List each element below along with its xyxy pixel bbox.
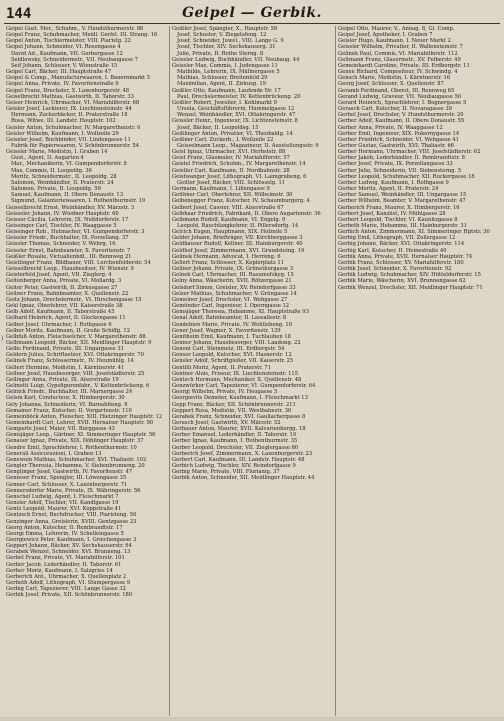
directory-entry: Genner Johann, Hausbesorger, VIII. Laudong. 22 [172,339,301,346]
directory-entry: Gepp Franz, Bäcker, XII. Schönbrunnerstr. 211 [172,401,296,408]
directory-entry: Geramb Ferdinand, Oberst, III. Rennweg 65 [338,87,455,94]
directory-entry: Gentsch Hermann, Mechaniker, X. Quellenstr. 48 [172,376,302,383]
directory-entry: Genée Richard, Compositeur, IV. Schwindg. 4 [338,69,458,76]
directory-entry: Geipel Gust. Mor., Schuhm., V. Hundsthurmerstr. 86 [6,26,144,32]
directory-entry: Gerber Josef, Private, IX. Porzellangasse 33 [338,161,453,168]
directory-entry: Gelsdorf Simon, Greisler, XV. Reindorfgasse 33 [172,284,296,291]
directory-entry: Geissler Marie, Modistin, I. Graben 14 [6,149,108,156]
directory-entry: Gerbert Josef, Kanzlist, IV. Mühlgasse 28 [338,210,446,217]
directory-entry: Julie, Private, II. Rothe Sterng. 8 [177,50,264,57]
directory-entry: Gerbik Anna, Private, XVII. Hernalser Hauptstr. 74 [338,253,473,260]
directory-entry: Gerbeth Marie, Hebamme, III. Hainburgerstr. 31 [338,223,467,229]
directory-entry: Genser Leopold, Kutscher, XVI. Hasnerstr. 12 [172,352,292,359]
directory-entry: Geißlinger Anton, Privatier, VI. Theobaldg. 14 [172,130,293,137]
page-bottom-edge [0,717,504,721]
directory-entry: Gerbik Wenzel, Drechsler, XII. Meidlinger Hauptstr. 71 [338,284,483,291]
directory-entry: Mar., Mechanikerin, VI. Gumpendorferstr. 8 [11,161,127,168]
directory-entry: Gerbik Josef, Schneider, X. Favoritenstr. 92 [338,266,452,273]
directory-entry: Gerbig Johann, Bäcker, XVI. Ottakringerstr. 114 [338,241,465,248]
directory-entry: Gerber Friedrich, Schneider, VI. Webgasse 41 [338,136,459,143]
directory-entry: Gelbs Ferdinand, Private, III. Ungargasse 31 [6,346,124,353]
directory-entry: Geissinger Rob., Hutmacher, VI. Gumpendorferstr. 3 [6,229,145,236]
directory-entry: Gerbik Josef, Private, XII. Schönbrunnerstr. 180 [6,592,133,599]
directory-entry: Gemeinböck Anton, Fleischer, XIII. Hietzinger Hauptstr. 12 [6,413,163,420]
directory-entry: Gelbfuß Anton, Fleischselcher, V. Margarethenstr. 88 [6,333,146,340]
directory-entry: Geldhof Josef, Zimmermann, XVI. Grundsteing. 19 [172,247,305,254]
column-left [6,26,166,716]
directory-entry: Gemeinhardt Carl, Lehrer, XVII. Hernalser Hauptstr. 90 [6,420,154,426]
directory-entry: Geisler Wilhelm, Kaufmann, I. Wollzeile 29 [6,130,119,137]
directory-entry: Gentzsch Ernst, Buchdrucker, VIII. Piaristeng. 50 [6,512,137,519]
directory-entry: Fabrik für Papierwaaren, V. Schönbrunnerstr. 54 [11,142,140,149]
directory-entry: Genner Carl, Schlosser, X. Laxenburgerstr. 71 [6,481,128,488]
directory-entry: Gerbik Ludwig, Schuhmacher, XIV. Hütteldorferstr. 15 [338,272,481,279]
directory-entry: Gerasch Carl, Kutscher, II. Novaragasse 39 [338,106,452,113]
directory-entry: Gelber Josef, Uhrmacher, I. Rothgasse 6 [6,321,112,328]
directory-entry: Gengler Theresia, Hebamme, V. Siebenbrunneng. 20 [6,463,145,470]
directory-entry: Geipel Anton, Tischlermeister, VIII. Piaristg. 22 [6,38,131,45]
directory-entry: Gerber Moriz, Kaufmann, I. Salzgries 14 [6,567,113,574]
directory-entry: Gellert Franz, Schlosser, X. Keplerplatz 11 [172,259,285,266]
directory-entry: Genglinger Josef, Gastwirth, IV. Favoritenstr. 47 [6,469,133,476]
directory-entry: Geissler Friedr., Buchhalter, IX. Porzellang. 37 [6,235,129,242]
directory-entry: Gerberich Josef, Zimmermann, X. Laxenburgerstr. 23 [172,450,313,457]
directory-entry: Geisselmann Leop., Magazineur, II. Ausstellungsstr. 9 [177,142,319,149]
directory-entry: Geissler Thomas, Schneider, V. Wehrg. 16 [6,241,116,248]
column-middle [172,26,332,716]
directory-entry: Geisselbrecht Ernst, Weinhändler, XV. Märzstr. 3 [6,204,135,211]
directory-entry: Gerberich Ant., Uhrmacher, X. Quellenplatz 2 [6,573,127,580]
directory-entry: Geissler Ludwig, Buchhändler, VII. Neubaug. 44 [172,56,300,63]
directory-entry: Gemainer Franz, Kutscher, II. Vorgartenstr. 110 [6,407,132,414]
directory-entry: Genzwürker Carl, Tapezierer, VI. Gumpendorferstr. 64 [172,383,316,390]
directory-entry: Gerbig Emil, Lithograph, VII. Zollergasse 12 [338,235,456,242]
directory-entry: Gelder Johann, Briefträger, VII. Kirchberggasse 3 [172,235,303,242]
directory-entry: Geiser Heinrich, Uhrmacher, VI. Mariahilferstr. 68 [6,99,140,106]
directory-entry: Genitheim Emil, Kaufmann, I. Tuchlauben 18 [172,333,291,340]
directory-entry: Geist Franz, Glasmaler, IV. Mariahilferstr. 57 [172,155,290,162]
directory-entry: Geiszler Josef, Buchbinder, VII. Lindengasse 11 [6,136,131,143]
directory-entry: Geppert Johann, Bäcker, XV. Sechshauserstr. 64 [6,543,132,550]
page-header [0,0,504,26]
directory-entry: Geistlinger Franz, Bildhauer, VIII. Lerchenfelderstr. 54 [6,259,151,266]
directory-entry: Geithner Carl, Oberlehrer, XII. Wilhelmstr. 30 [172,192,293,199]
directory-entry: Gellner Johann, Private, IX. Grünethorgasse 3 [172,266,293,273]
directory-entry: Geisselbrecht Leop., Hausbesitzer, IV. Wienstr. 9 [6,266,134,273]
directory-entry: Gendebien Marie, Private, IV. Wohllebeng. 10 [172,321,292,328]
header-rule [4,23,500,24]
running-head: Geipel — Gerbik. [182,5,322,21]
directory-entry: Samuel, Kaufmann, II. Obere Donaustr. 13 [11,192,124,199]
directory-entry: Josef, Tischler, XIV. Sechshauserg. 31 [177,44,276,51]
directory-entry: Gener Josef, Wagner, X. Favoritenstr. 139 [172,327,281,334]
directory-entry: Gelbenegger Franz, Kutscher, IV. Schaumburgerg. 4 [172,198,310,205]
directory-entry: Geistler Carl, Kaufmann, II. Nordbahnstr. 28 [172,167,290,174]
directory-entry: Geipel Josef, Apotheker, I. Graben 7 [338,32,433,39]
directory-entry: Gerasch Josef, Gastwirth, XV. Märzstr. 52 [172,420,281,426]
directory-entry: Geist Ignaz, Uhrmacher, XVI. Herbststr. 88 [172,149,286,156]
directory-entry: Geissler Wilhelm, Privatier, II. Wallensteinstr. 7 [338,44,463,51]
directory-entry: Gerabek Franz, Schneider, XVI. Gaullachergasse 8 [172,413,306,420]
directory-entry: Gerber Julie, Schneiderin, VII. Siebensterng. 5 [338,167,462,174]
directory-entry: Gely Johanna, Schneiderin, VI. Barnabiteng. 8 [6,401,128,408]
directory-columns [4,26,500,716]
directory-entry: Gerbeth Adolf, Lithograph, VI. Stumpergasse 9 [6,580,131,587]
directory-entry: Geitz Johann, Drechslermstr., VI. Hirschengasse 15 [6,296,142,303]
directory-entry: Geppert Rosa, Modistin, VII. Westbahnstr. 30 [172,407,292,414]
directory-entry: Gensch Marie, Modistin, I. Kärntnerstr. 16 [338,75,451,82]
directory-entry: Maximilian, Agent, II. Zirkusg. 19 [177,81,266,88]
directory-entry: Georgi Wilhelm, Private, IV. Heugasse 5 [172,389,278,396]
directory-entry: Sigmund, Galanteriewaaren, I. Rothenthurmstr. 19 [11,198,146,205]
directory-entry: Josef, Schneider, Juwel., VIII. Lange G. 9 [177,38,284,45]
directory-entry: Genoni Carl, Steinmetz, III. Erdbergstr. 54 [172,346,285,353]
directory-entry: Gerber Emanuel, Lederhändler, II. Taborstr. 19 [172,432,297,439]
directory-entry: Gellinger Anna, Private, IX. Alserstraße 19 [6,376,119,383]
directory-entry: Gelzer Mathias, Schuhmacher, V. Grüngasse 14 [172,290,297,297]
directory-entry: Gelmetti Luigi, Gypsfigurenfabr., V. Kettenbrückeng. 6 [6,383,150,390]
directory-entry: Gelbard Heinrich, Agent, II. Glockengasse 11 [6,315,126,322]
directory-entry: Geissler Heinr., Ingenieur, IX. Lichtensteinstr. 8 [172,118,298,125]
directory-entry: Gerber Ignaz, Kaufmann, I. Rothenthurmstr. 35 [172,438,298,445]
directory-entry: Geißner Carl, Zuckerb., I. Wollzeile 22 [172,136,274,143]
directory-entry: Gerber Jacob, Lederhändler, II. Taborstr. 61 [6,561,122,568]
directory-entry: Genauer Ignaz, Private, XIX. Döblinger Hauptstr. 37 [6,438,144,445]
directory-entry: Geipel Anna, Private, IV. Favoritenstraße 9 [6,81,119,88]
directory-entry: Gerber Hermann, Uhrmacher, VIII. Josefstädterstr. 62 [338,149,481,156]
directory-entry: Geisterfeld Josef, Agent, VII. Zieglerg. 4 [6,272,112,279]
directory-entry: Gelnek Carl, Uhrmacher, III. Rasumofskyg. 15 [172,272,294,279]
directory-entry: Geitenberger Anna, Private, VI. Mollardg. 3 [6,278,122,285]
directory-entry: Geissinger Carl, Tischler, IV. Waaggasse 5 [6,223,117,229]
directory-entry: Wenzel, Weinhändler, XVI. Ottakringerstr. 47 [177,112,296,119]
directory-entry: Gerbig Karl, Kutscher, II. Heinestraße 40 [338,247,447,254]
directory-entry: Georgievits Demeter, Kaufmann, I. Fleischmarkt 13 [172,395,308,402]
directory-entry: Gerber Samuel, Weinhändler, III. Ungargasse 15 [338,192,467,199]
directory-entry: Rosa, Witwe, III. Landstr. Hauptstr. 102 [11,118,116,125]
directory-entry: Gerbich Ludwig, Tischler, XIV. Reindorfgasse 9 [172,463,296,470]
directory-entry: Gerand Ludwig, Graveur, VII. Neubaugasse 56 [338,93,462,100]
directory-entry: Geipel Otto, Maurer, V., Annag. 8, Gl. Comp. [338,26,455,32]
directory-entry: Geiter Peter, Gastwirth, II. Zirkusgasse 27 [6,284,118,291]
directory-entry: Gerber Moritz, Agent, II. Praterstr. 24 [338,186,439,193]
directory-entry: Georgi Emma, Lehrerin, IV. Schelleingasse 5 [6,530,124,537]
directory-entry: David Ad., Kaufmann, VII. Gerbergasse 12 [11,50,123,57]
directory-entry: Gerbert Carl, Kaufmann, III. Landstr. Hauptstr. 48 [172,456,305,463]
directory-entry: Gerbauer Anton, Maurer, XVII. Kalvarienbergg. 18 [172,426,306,433]
directory-entry: Geisseler Johann, IV. Wiedner Hauptstr. 60 [6,210,119,217]
directory-entry: Gemünder Carl, Ingenieur, I. Operngasse 12 [172,303,290,310]
directory-entry: Salomon, Private, II. Leopoldg. 59 [11,186,101,193]
directory-entry: Josef, Schuster, V. Ziegelofeng. 12 [177,32,267,39]
directory-entry: Gensler Adolf, Tischler, VII. Kandlgasse 19 [6,500,119,507]
directory-entry: Geistel Friedrich, Schuhm., IV. Margarethenstr. 14 [172,161,306,168]
directory-entry: Geißler Otto, Kaufmann, Laufende Nr. 17 [172,87,281,94]
directory-entry: Gemsjäger Leop., Gärtner, XI. Simmeringer Hauptstr. 56 [6,432,156,439]
directory-entry: Gelber Moritz, Kaufmann, II. Große Schiffg. 12 [6,327,130,334]
directory-entry: Gentz Leopold, Maurer, XVI. Koppstraße 41 [6,506,122,513]
directory-entry: Geisser Cäcilia, Lehrerin, IX. Nußdorferstr. 17 [6,216,129,223]
directory-entry: Gerber Gustav, Gastwirth, XVI. Thaliastr. 66 [338,142,455,149]
directory-entry: Gemeiner Josef, Drechsler, VI. Webgasse 27 [172,296,288,303]
directory-entry: Geitler Josef, Bäcker, VIII. Schlösselg. 11 [177,179,286,186]
directory-entry: Gelnick Friedr., Buchhalter, III. Marxergasse 24 [6,389,133,396]
directory-entry: Paul, Drechslermeister, IV. Kettenbrückeng. 20 [177,93,301,100]
directory-entry: Geipel Franz, Drechsler, X. Laxenburgerstr. 48 [6,87,130,94]
directory-entry: Genieser Franz, Spengler, III. Löwengasse 35 [6,475,127,482]
directory-entry: Salomon, Weinhändler, II. Praterstr. 24 [11,179,114,186]
directory-entry: Gerbik Franz, Schlosser, XV. Mariahilferstr. 180 [338,259,464,266]
directory-entry: Geipel & Comp., Manufacturwaaren, I. Bauernmarkt 5 [6,75,150,82]
directory-entry: Geldern Julius, Schriftsetzer, XVI. Ottakringerstr. 70 [6,352,144,359]
directory-entry: Gemsjäger Theresia, Hebamme, XI. Hauptstraße 93 [172,309,309,316]
directory-entry: Geisler Josef, Lackierer, IX. Liechtensteinstr. 44 [6,106,132,113]
directory-entry: Gelsin Karl, Conducteur, X. Himbergerstr. 30 [6,395,125,402]
column-divider [169,26,170,716]
directory-entry: Gerbert Leopold, Tischler, VI. Kaunitzgasse 8 [338,216,458,223]
directory-entry: Gerber Wilhelm, Beamter, V. Margarethenstr. 47 [338,198,466,205]
directory-entry: Genewein Mathias, Schuhmacher, XVI. Thaliastr. 102 [6,456,147,463]
directory-entry: Gekl Ignaz, Oberlehrer, VII. Kaiserstraße 38 [6,303,123,310]
directory-entry: Seidlowsky, Schneidermstr., VII. Neubaugasse 7 [11,56,139,63]
directory-entry: Geldhauser Rudolf, Kellner, III. Hainburgerstr. 40 [172,241,303,248]
directory-entry: Genzinger Anna, Greislerin, XVIII. Gentzgasse 23 [6,518,137,525]
directory-entry: Mathilde, Lehrerin, IX. Müllnergasse 5 [177,69,280,76]
directory-entry: Georg Anton, Kutscher, II. Rembrandtstr. 17 [6,524,123,531]
directory-entry: Gerber Adolf, Kaufmann, II. Obere Donaustr. 55 [338,118,465,125]
directory-entry: Geisler Anton, Schuhmacher, IV. Margarethenstr. 6 [6,124,141,131]
column-right [338,26,498,716]
directory-entry: Gendre Emil, Sprachlehrer, I. Rothenthurmstr. 10 [6,444,137,451]
directory-entry: Gelbmann Rudolf, Kaufmann, VI. Engelg. 9 [172,216,286,223]
directory-entry: Georg Josef, Schlosser, X. Quellenstr. 87 [338,81,444,88]
directory-entry: Gentilli Moriz, Agent, II. Praterstr. 71 [172,364,272,371]
directory-entry: Geipel Carl, Bäcker, III. Hauptstraße 47 [6,69,112,76]
directory-entry: Gerber Anna, Private, IV. Waaggasse 12 [338,124,443,131]
directory-entry: Gelbmann Leopold, Bäcker, XII. Meidlinger Hauptstr. 9 [6,339,152,346]
directory-entry: Geissler Ernst, Bahnbeamter, X. Favoritenstr. 7 [6,247,131,254]
directory-entry: Gelcich Eugen, Hauptmann, XIX. Hofzeile 5 [172,229,288,236]
directory-entry: Gerber Ludwig, Kaufmann, I. Rothgasse 9 [338,179,449,186]
directory-entry: Geitner Franz, Bahnbeamter, X. Quellenstr. 22 [6,290,129,297]
directory-entry: Moritz, Schneidermstr., II. Leopoldg. 28 [11,173,117,180]
directory-entry: Gerberich Franz, Maurer, X. Himbergerstr. 16 [338,204,460,211]
directory-entry: Max, Commis, II. Leopoldg. 36 [11,167,92,174]
directory-entry: Gemperle Josef, Maler, VII. Burggasse 43 [6,426,115,433]
directory-entry: Gemeinhardt Caroline, Private, III. Erdbergstr. 11 [338,62,470,69]
page-number: 144 [6,6,32,22]
directory-entry: Gelbhaar Friedrich, Fabrikant, II. Obere Augartenstr. 36 [172,210,321,217]
directory-entry: Geiselbrecht Mathias, Gastwirth, II. Taborstr. 33 [6,93,134,100]
directory-entry: Genal Adolf, Bahnbeamter, II. Lassallestr. 8 [172,315,287,322]
directory-entry: Gust., Agent, II. Augarten 4 [11,155,84,162]
directory-entry: Seif Johann, Schlosser, V. Wienstraße 15 [11,62,118,69]
directory-entry: Geißler Josef, Spängler, X., Hauptstr. 58 [172,26,278,32]
directory-entry: Ursula, Geschäftsführerin, Hummelgasse 12 [177,106,295,113]
directory-entry: Gerbel Franz, Private, VI. Mariahilferstr. 101 [6,555,125,562]
directory-entry: Mathias, Schlosser, Breitenfeld 29 [177,75,268,82]
directory-entry: Geipel Franz, Schuhmacher, Meidl. Gerfel. III. Strang. 16 [6,32,158,39]
margin-mark: ) [1,335,4,342]
directory-entry: Gerard Heinrich, Sprachlehrer, I. Bognergasse 5 [338,99,467,106]
directory-entry: Geisler Hugo, Kaufmann, I. Neuer Markt 2 [338,38,451,45]
directory-entry: Gerbich Anton, Zimmermann, XI. Simmeringer Hptstr. 30 [338,229,490,236]
directory-entry: Germann, Kaufmann, I. Liliengasse 9 [172,186,270,193]
directory-entry: Gelbert Josef, Cassier, VIII. Alserstraße 67 [172,204,284,211]
directory-entry: Gensler Adolf, Schriftgießer, VII. Kaiserstr. 25 [172,358,294,365]
directory-entry: Gerbig Marie, Private, VIII. Florianig. 37 [172,469,280,476]
directory-entry: Geissler Max, Commis, I. Judengasse 11 [172,62,278,69]
directory-entry: Gellner Josef, Hausbesorger, VIII. Josefstädterstr. 25 [6,370,145,377]
directory-entry: Josef, Bäcker, II. Leopoldsg. 15 [177,124,259,131]
directory-entry: Gerbik Anton, Schneider, XII. Meidlinger Hauptstr. 44 [172,475,315,482]
directory-entry: Gellert Hermine, Modistin, I. Kärntnerstr. 41 [6,364,125,371]
directory-entry: Gelinek Hermann, Advocat, I. Herreng. 6 [172,253,281,260]
directory-entry: Gerbig Carl, Tapezierer, VIII. Lange Gasse 32 [6,586,126,593]
directory-entry: Gentner Alois, Friseur, IX. Liechtensteinstr. 115 [172,370,298,377]
directory-entry: Genschel Ludwig, Agent, I. Fleischmarkt 7 [6,493,119,500]
directory-entry: Gerber Leopold, Drechsler, VII. Zieglergasse 60 [172,444,299,451]
directory-entry: Geltmann Franz, Glasermstr., XV. Felberstr. 49 [338,56,461,63]
directory-entry: Geißler Robert, Juwelier, I. Kohlmarkt 9 [172,99,277,106]
directory-entry: Gerber Emil, Ingenieur, XIX. Pokornygasse 14 [338,130,460,137]
directory-entry: Gelny Anna, Wäscherin, XVII. Rötzergasse 21 [172,278,292,285]
directory-entry: Geistwanger Josef, Lithograph, VI. Laimgrubeng. 6 [172,173,307,180]
column-divider [335,26,336,716]
directory-entry: Generali Assicurazioni, I. Graben 13 [6,450,102,457]
directory-entry: Gelb Adolf, Kaufmann, II. Taborstraße 45 [6,309,115,316]
directory-entry: Gerbik Marie, Wäscherin, XVI. Brunnengasse 62 [338,278,466,285]
directory-entry: Gerabek Wenzel, Schneider, XVI. Brunneng. 13 [6,549,131,556]
directory-entry: Georgiewicz Peter, Kaufmann, I. Griechengasse 3 [6,536,137,543]
directory-entry: Gelinek Paul, Commis, VI. Mariahilferstr. 112 [338,50,458,57]
directory-entry: Geipel Johann, Schneider, VI. Rosengasse 4 [6,44,121,51]
directory-entry: Geißler Rosalie, Victualienhdl., III. Rennweg 21 [6,253,132,260]
directory-entry: Gelinek Franz, Schlossermstr., IV. Heumühlg. 14 [6,358,134,365]
directory-entry: Gerber Leopold, Schuhmacher, XII. Ruckergasse 18 [338,173,475,180]
directory-entry: Hermann, Zuckerbäcker, II. Praterstraße 18 [11,112,128,119]
directory-entry: Gerber Jakob, Lederhändler, II. Rembrandtstr. 8 [338,155,465,162]
directory-entry: Gerbel Josef, Drechsler, V. Hundsthurmerstr. 20 [338,112,464,119]
directory-entry: Leopold, Rauchfangkehrer, II. Pillersdorfg. 14 [177,223,299,229]
directory-entry: Gennersdorfer Marie, Private, IX. Währingerstr. 56 [6,487,141,494]
